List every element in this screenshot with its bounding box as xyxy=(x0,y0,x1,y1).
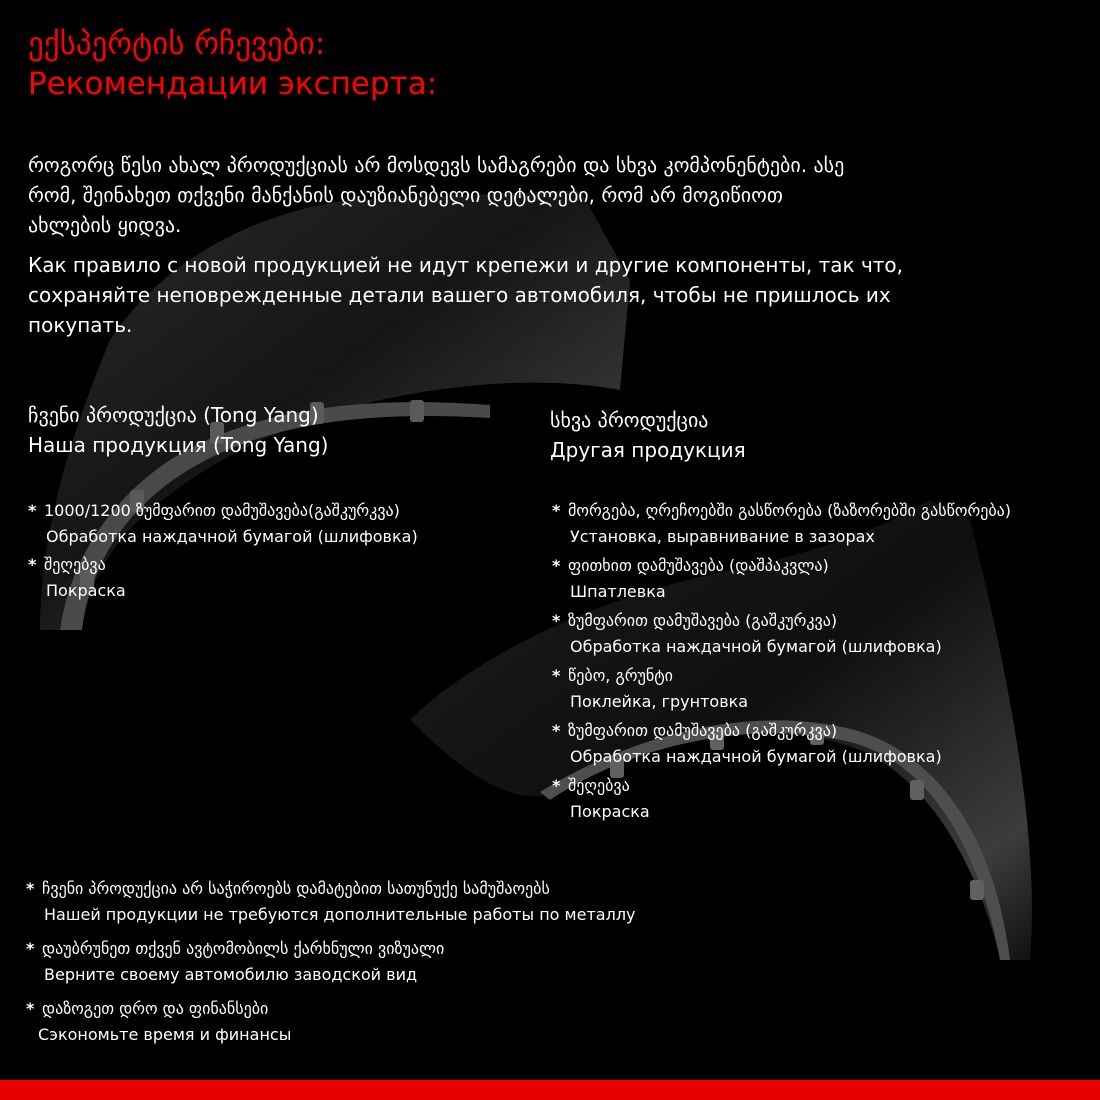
others-steps-list xyxy=(552,498,1011,825)
intro-russian-line: сохраняйте неповрежденные детали вашего автомобиля, чтобы не пришлось их xyxy=(28,283,891,307)
benefit-georgian: დაუბრუნეთ თქვენ ავტომობილს ქარხნული ვიზუალი xyxy=(42,939,445,958)
intro-georgian-line: რომ, შეინახეთ თქვენი მანქანის დაუზიანებელი დეტალები, რომ არ მოგიწიოთ xyxy=(28,183,783,207)
bullet-star: * xyxy=(26,939,35,958)
step-georgian: შეღებვა xyxy=(44,555,106,574)
ours-heading xyxy=(28,400,328,460)
step-georgian: წებო, გრუნტი xyxy=(568,666,673,685)
list-item xyxy=(552,608,1011,660)
step-russian: Обработка наждачной бумагой (шлифовка) xyxy=(46,527,418,546)
bullet-star: * xyxy=(552,611,561,630)
others-heading-georgian: სხვა პროდუქცია xyxy=(550,408,709,432)
list-item xyxy=(26,996,636,1048)
step-georgian: ფითხით დამუშავება (დაშპაკვლა) xyxy=(568,556,829,575)
ours-heading-georgian: ჩვენი პროდუქცია (Tong Yang) xyxy=(28,403,319,427)
step-russian: Поклейка, грунтовка xyxy=(570,692,749,711)
benefits-list xyxy=(26,876,636,1048)
step-russian: Обработка наждачной бумагой (шлифовка) xyxy=(570,637,942,656)
bottom-red-bar xyxy=(0,1080,1100,1100)
ours-steps-list xyxy=(28,498,418,604)
list-item xyxy=(28,498,418,550)
benefit-georgian: დაზოგეთ დრო და ფინანსები xyxy=(42,999,269,1018)
intro-russian-line: покупать. xyxy=(28,313,133,337)
bullet-star: * xyxy=(552,666,561,685)
benefit-russian: Нашей продукции не требуются дополнительные работы по металлу xyxy=(44,905,636,924)
others-heading xyxy=(550,405,746,465)
step-georgian: მორგება, ღრეჩოებში გასწორება (ზაზორებში გასწორება) xyxy=(568,501,1011,520)
list-item xyxy=(28,552,418,604)
ours-heading-russian: Наша продукция (Tong Yang) xyxy=(28,433,329,457)
benefit-russian: Сэкономьте время и финансы xyxy=(38,1025,292,1044)
bullet-star: * xyxy=(28,555,37,574)
others-heading-russian: Другая продукция xyxy=(550,438,746,462)
list-item xyxy=(552,498,1011,550)
bullet-star: * xyxy=(552,501,561,520)
bullet-star: * xyxy=(552,721,561,740)
list-item xyxy=(552,773,1011,825)
title-russian: Рекомендации эксперта: xyxy=(28,66,438,102)
step-georgian: ზუმფარით დამუშავება (გაშკურკვა) xyxy=(568,611,838,630)
list-item xyxy=(552,553,1011,605)
bullet-star: * xyxy=(552,776,561,795)
intro-georgian-line: როგორც წესი ახალ პროდუქციას არ მოსდევს სამაგრები და სხვა კომპონენტები. ასე xyxy=(28,153,845,177)
step-russian: Шпатлевка xyxy=(570,582,666,601)
bullet-star: * xyxy=(26,999,35,1018)
list-item xyxy=(552,663,1011,715)
benefit-georgian: ჩვენი პროდუქცია არ საჭიროებს დამატებით სათუნუქე სამუშაოებს xyxy=(42,879,550,898)
intro-georgian-line: ახლების ყიდვა. xyxy=(28,213,182,237)
step-georgian: 1000/1200 ზუმფარით დამუშავება(გაშკურკვა) xyxy=(44,501,400,520)
step-russian: Покраска xyxy=(46,581,126,600)
bullet-star: * xyxy=(28,501,37,520)
bullet-star: * xyxy=(552,556,561,575)
bullet-star: * xyxy=(26,879,35,898)
step-russian: Установка, выравнивание в зазорах xyxy=(570,527,875,546)
step-georgian: შეღებვა xyxy=(568,776,630,795)
list-item xyxy=(26,936,636,988)
benefit-russian: Верните своему автомобилю заводской вид xyxy=(44,965,418,984)
step-georgian: ზუმფარით დამუშავება (გაშკურკვა) xyxy=(568,721,838,740)
intro-georgian xyxy=(28,150,844,240)
step-russian: Обработка наждачной бумагой (шлифовка) xyxy=(570,747,942,766)
intro-russian xyxy=(28,250,903,340)
intro-russian-line: Как правило с новой продукцией не идут крепежи и другие компоненты, так что, xyxy=(28,253,904,277)
title-georgian: ექსპერტის რჩევები: xyxy=(28,26,326,62)
list-item xyxy=(26,876,636,928)
list-item xyxy=(552,718,1011,770)
step-russian: Покраска xyxy=(570,802,650,821)
